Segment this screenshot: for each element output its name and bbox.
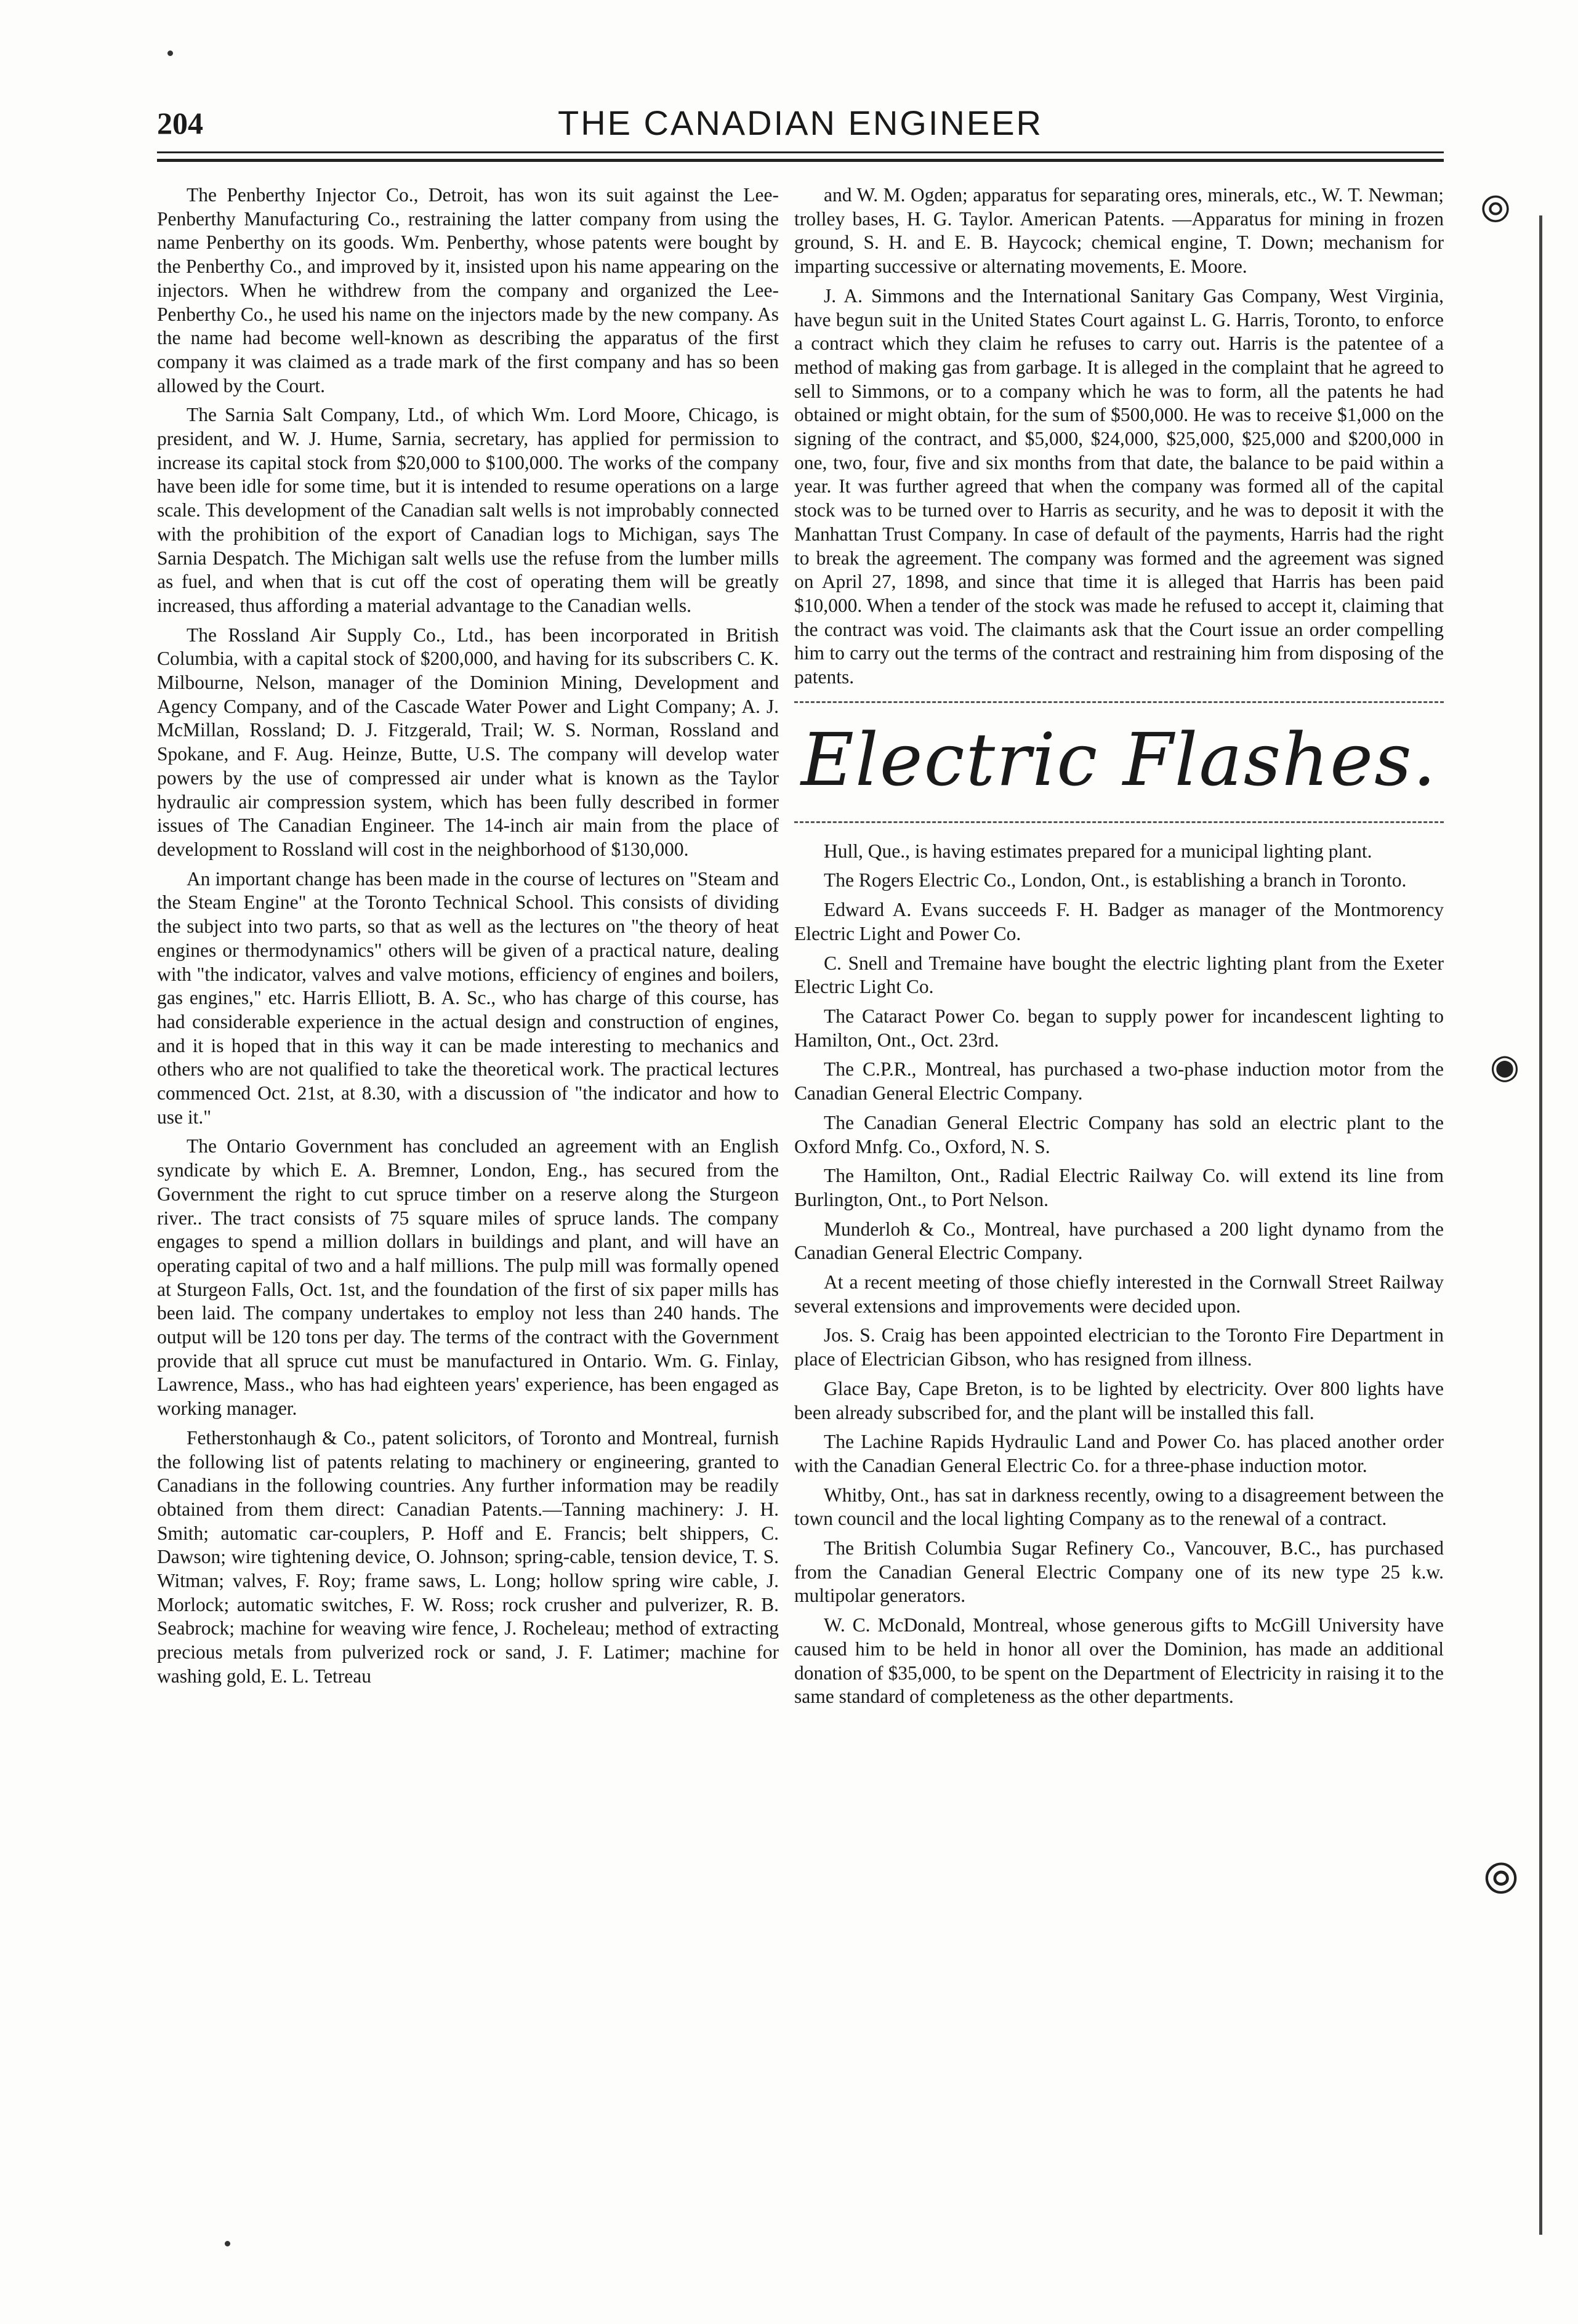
flash-item: The Canadian General Electric Company has sold an electric plant to the Oxford Mnfg. Co., Oxford, N. S. — [794, 1111, 1444, 1157]
flash-item: The Lachine Rapids Hydraulic Land and Power Co. has placed another order with the Canadian General Electric Co. for a three-phase induction motor. — [794, 1431, 1444, 1476]
flash-item: At a recent meeting of those chiefly interested in the Cornwall Street Railway several extensions and improvements were decided upon. — [794, 1271, 1444, 1317]
heading-rule-top — [794, 701, 1444, 703]
flash-item: Edward A. Evans succeeds F. H. Badger as manager of the Montmorency Electric Light and Power Co. — [794, 899, 1444, 944]
flash-item: Munderloh & Co., Montreal, have purchased a 200 light dynamo from the Canadian General Electric Company. — [794, 1218, 1444, 1264]
electric-flashes-heading — [794, 695, 1444, 834]
flash-item: The Cataract Power Co. began to supply power for incandescent lighting to Hamilton, Ont., Oct. 23rd. — [794, 1005, 1444, 1051]
flash-item: The British Columbia Sugar Refinery Co., Vancouver, B.C., has purchased from the Canadian General Electric Company one of its new type 25 k.w. multipolar generators. — [794, 1537, 1444, 1607]
top-dot-mark — [167, 50, 173, 56]
flash-item: W. C. McDonald, Montreal, whose generous gifts to McGill University have caused him to be held in honor all over the Dominion, has made an additional donation of $35,000, to be spent on the Department of Electricity in raising it to the same standard of completeness as the other departments. — [794, 1614, 1444, 1708]
article-penberthy: The Penberthy Injector Co., Detroit, has won its suit against the Lee-Penberthy Manufacturing Co., restraining the latter company from using the name Penberthy on its goods. Wm. Penberthy, whose patents were bought by the Penberthy Co., and improved by it, insisted upon his name appearing on the injectors. When he withdrew from the company and organized the Lee-Penberthy Co., he used his name on the injectors made by the new company. As the name had become well-known as describing the apparatus of the first company it was claimed as a trade mark of the first company and has so been allowed by the Court. — [157, 184, 779, 396]
flash-item: Whitby, Ont., has sat in darkness recently, owing to a disagreement between the town council and the local lighting Company as to the renewal of a contract. — [794, 1484, 1444, 1530]
right-column — [794, 183, 1444, 1715]
article-sarnia-salt: The Sarnia Salt Company, Ltd., of which Wm. Lord Moore, Chicago, is president, and W. J. Hume, Sarnia, secretary, has applied for permission to increase its capital stock from $20,000 to $100,000. The works of the company have been idle for some time, but it is intended to resume operations on a large scale. This development of the Canadian salt wells is not improbably connected with the prohibition of the export of Canadian logs to Michigan, says The Sarnia Despatch. The Michigan salt wells use the refuse from the lumber mills as fuel, and when that is cut off the cost of operating them will be greatly increased, thus affording a material advantage to the Canadian wells. — [157, 404, 779, 616]
article-ontario-spruce: The Ontario Government has concluded an agreement with an English syndicate by which E. A. Bremner, London, Eng., has secured from the Government the right to cut spruce timber on a reserve along the Sturgeon river.. The tract consists of 75 square miles of spruce lands. The company engages to spend a million dollars in buildings and plant, and will have an operating capital of two and a half millions. The pulp mill was formally opened at Sturgeon Falls, Oct. 1st, and the foundation of the first of six paper mills has been laid. The company undertakes to employ not less than 240 hands. The output will be 120 tons per day. The terms of the contract with the Government provide that all spruce cut must be manufactured in Ontario. Wm. G. Finlay, Lawrence, Mass., who has had eighteen years' experience, has been engaged as working manager. — [157, 1135, 779, 1420]
binding-hole-mark-icon: ◉ — [1490, 1047, 1520, 1086]
flash-item: Hull, Que., is having estimates prepared for a municipal lighting plant. — [824, 840, 1372, 862]
flash-item: Glace Bay, Cape Breton, is to be lighted by electricity. Over 800 lights have been already subscribed for, and the plant will be installed this fall. — [794, 1377, 1444, 1423]
flash-item: The C.P.R., Montreal, has purchased a two-phase induction motor from the Canadian General Electric Company. — [794, 1058, 1444, 1104]
flash-item: C. Snell and Tremaine have bought the electric lighting plant from the Exeter Electric Light Co. — [794, 952, 1444, 998]
article-patents-continued: and W. M. Ogden; apparatus for separating ores, minerals, etc., W. T. Newman; trolley bases, H. G. Taylor. American Patents. —Apparatus for mining in frozen ground, S. H. and E. B. Haycock; chemical engine, T. Down; mechanism for imparting successive or alternating movements, E. Moore. — [794, 184, 1444, 278]
flash-item: The Rogers Electric Co., London, Ont., is establishing a branch in Toronto. — [824, 869, 1407, 891]
journal-title: THE CANADIAN ENGINEER — [558, 103, 1043, 142]
binding-hole-mark-icon: ⦾ — [1484, 1853, 1518, 1904]
article-steam-lectures: An important change has been made in the course of lectures on "Steam and the Steam Engine" at the Toronto Technical School. This consists of dividing the subject into two parts, so that as well as the lectures on "the theory of heat engines or thermodynamics" others will be given of a practical nature, dealing with "the indicator, valves and valve motions, efficiency of engines and boilers, gas engines," etc. Harris Elliott, B. A. Sc., who has charge of this course, has had considerable experience in the actual design and construction of engines, and it is hoped that in this way it can be made interesting to mechanics and others who are not qualified to take the theoretical work. The practical lectures commenced Oct. 21st, at 8.30, with a discussion of "the indicator and how to use it." — [157, 867, 779, 1128]
article-patents-list: Fetherstonhaugh & Co., patent solicitors, of Toronto and Montreal, furnish the following list of patents relating to machinery or engineering, granted to Canadians in the following countries. Any further information may be readily obtained from them direct: Canadian Patents.—Tanning machinery: J. H. Smith; automatic car-couplers, P. Hoff and E. Francis; belt shippers, C. Dawson; wire tightening device, O. Johnson; spring-cable, tension device, T. S. Witman; valves, F. Roy; frame saws, L. Long; hollow spring wire cable, J. Morlock; automatic switches, F. W. Ross; rock crusher and pulverizer, R. B. Seabrock; machine for weaving wire fence, J. Rocheleau; method of extracting precious metals from pulverized rock or sand, J. F. Latimer; machine for washing gold, E. L. Tetreau — [157, 1426, 779, 1687]
header-rule-top — [157, 151, 1444, 153]
section-heading: Electric Flashes. — [800, 717, 1438, 802]
article-simmons-harris: J. A. Simmons and the International Sanitary Gas Company, West Virginia, have begun suit in the United States Court against L. G. Harris, Toronto, to enforce a contract which they claim he refuses to carry out. Harris is the patentee of a method of making gas from garbage. It is alleged in the complaint that he agreed to sell to Simmons, or to a company which he was to form, all the patents he had obtained or might obtain, for the sum of $500,000. He was to receive $1,000 on the signing of the contract, and $5,000, $24,000, $25,000, $25,000 and $200,000 in one, two, four, five and six months from that date, the balance to be paid within a year. It was further agreed that when the company was formed all of the capital stock was to be turned over to Harris as security, and he was to deposit it with the Manhattan Trust Company. In case of default of the payments, Harris had the right to break the agreement. The company was formed and the agreement was signed on April 27, 1898, and since that time it is alleged that Harris has been paid $10,000. When a tender of the stock was made he refused to accept it, claiming that the contract was void. The claimants ask that the Court issue an order compelling him to carry out the terms of the contract and restraining him from disposing of the patents. — [794, 284, 1444, 688]
header-rule-bottom — [157, 159, 1444, 162]
page-header — [157, 102, 1444, 148]
binding-margin-line — [1539, 215, 1542, 2235]
flash-item: The Hamilton, Ont., Radial Electric Railway Co. will extend its line from Burlington, Ont., to Port Nelson. — [794, 1165, 1444, 1210]
bottom-dot-mark — [225, 2241, 230, 2246]
article-rossland-air: The Rossland Air Supply Co., Ltd., has been incorporated in British Columbia, with a capital stock of $200,000, and having for its subscribers C. K. Milbourne, Nelson, manager of the Dominion Mining, Development and Agency Company, and of the Cascade Water Power and Light Company; A. J. McMillan, Rossland; D. J. Fitzgerald, Trail; W. S. Norman, Rossland and Spokane, and F. Aug. Heinze, Butte, U.S. The company will develop water powers by the use of compressed air under what is known as the Taylor hydraulic air compression system, which has been fully described in former issues of The Canadian Engineer. The 14-inch air main from the place of development to Rossland will cost in the neighborhood of $130,000. — [157, 624, 779, 860]
binding-hole-mark-icon: ⦾ — [1481, 188, 1510, 231]
heading-rule-bottom — [794, 821, 1444, 823]
left-column — [157, 183, 779, 1694]
flash-item: Jos. S. Craig has been appointed electrician to the Toronto Fire Department in place of Electrician Gibson, who has resigned from illness. — [794, 1324, 1444, 1370]
page-number: 204 — [157, 106, 203, 140]
